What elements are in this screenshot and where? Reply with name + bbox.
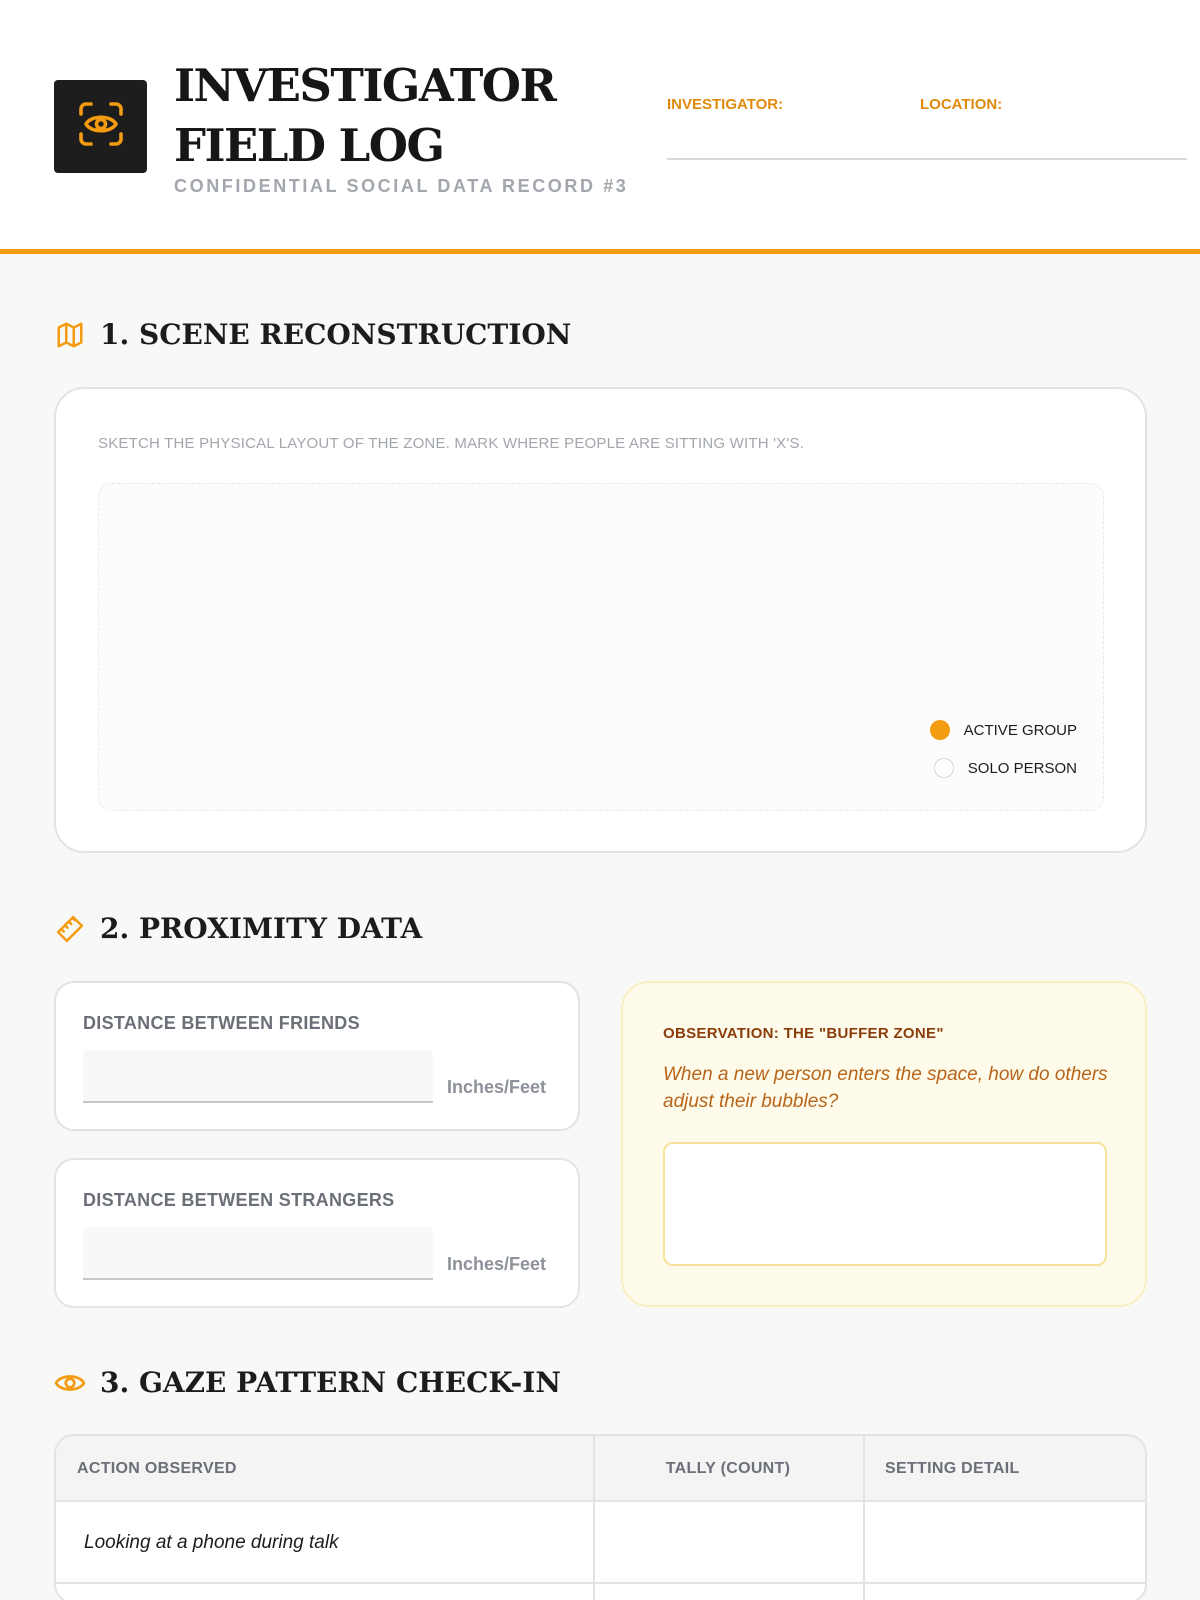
table-header <box>56 1436 1145 1502</box>
section-proximity-heading <box>54 912 422 945</box>
observation-answer-box[interactable] <box>663 1142 1107 1266</box>
page-title <box>174 56 555 176</box>
section-scene-title: 1. SCENE RECONSTRUCTION <box>100 318 572 351</box>
section-proximity-title: 2. PROXIMITY DATA <box>100 912 423 945</box>
friends-distance-card <box>54 981 580 1131</box>
strangers-distance-input[interactable] <box>83 1227 433 1280</box>
scene-instruction: SKETCH THE PHYSICAL LAYOUT OF THE ZONE. MARK WHERE PEOPLE ARE SITTING WITH 'X'S. <box>98 435 805 452</box>
investigator-label: INVESTIGATOR: <box>667 96 784 113</box>
table-row <box>56 1502 1145 1584</box>
friends-distance-input[interactable] <box>83 1050 433 1103</box>
section-scene-heading <box>54 318 571 351</box>
title-line-2: FIELD LOG <box>174 119 444 172</box>
unit-label: Inches/Feet <box>447 1254 547 1274</box>
legend-solo-person <box>934 758 1077 778</box>
legend-active-group <box>930 720 1077 740</box>
investigator-location-field[interactable] <box>667 96 1187 160</box>
sketch-area[interactable] <box>98 483 1104 811</box>
column-divider <box>863 1436 865 1600</box>
column-divider <box>593 1436 595 1600</box>
observation-question: When a new person enters the space, how do others adjust their bubbles? <box>663 1064 1108 1112</box>
observation-title: OBSERVATION: THE "BUFFER ZONE" <box>663 1025 944 1042</box>
gaze-table <box>54 1434 1147 1600</box>
buffer-zone-observation-card <box>621 981 1147 1307</box>
ruler-icon <box>54 913 86 945</box>
title-line-1: INVESTIGATOR <box>174 59 556 112</box>
solo-person-dot <box>934 758 954 778</box>
active-group-dot <box>930 720 950 740</box>
eye-scan-icon <box>77 100 125 153</box>
section-gaze-title: 3. GAZE PATTERN CHECK-IN <box>100 1366 561 1399</box>
eye-icon <box>54 1367 86 1399</box>
map-icon <box>54 319 86 351</box>
column-header-action: ACTION OBSERVED <box>77 1460 237 1477</box>
action-cell: Looking at a phone during talk <box>84 1532 339 1553</box>
friends-distance-label: DISTANCE BETWEEN FRIENDS <box>83 1013 360 1033</box>
legend-label: ACTIVE GROUP <box>963 721 1077 739</box>
location-label: LOCATION: <box>920 96 1003 113</box>
strangers-distance-label: DISTANCE BETWEEN STRANGERS <box>83 1190 395 1210</box>
legend-label: SOLO PERSON <box>967 759 1077 777</box>
unit-label: Inches/Feet <box>447 1077 547 1097</box>
tally-cell[interactable] <box>594 1502 862 1584</box>
column-header-tally: TALLY (COUNT) <box>665 1460 791 1477</box>
page-header <box>0 0 1200 254</box>
record-subtitle: CONFIDENTIAL SOCIAL DATA RECORD #3 <box>174 176 629 196</box>
strangers-distance-card <box>54 1158 580 1308</box>
section-gaze-heading <box>54 1366 561 1399</box>
scene-card <box>54 387 1147 853</box>
detail-cell[interactable] <box>864 1502 1147 1584</box>
column-header-detail: SETTING DETAIL <box>885 1460 1020 1477</box>
logo <box>54 80 147 173</box>
